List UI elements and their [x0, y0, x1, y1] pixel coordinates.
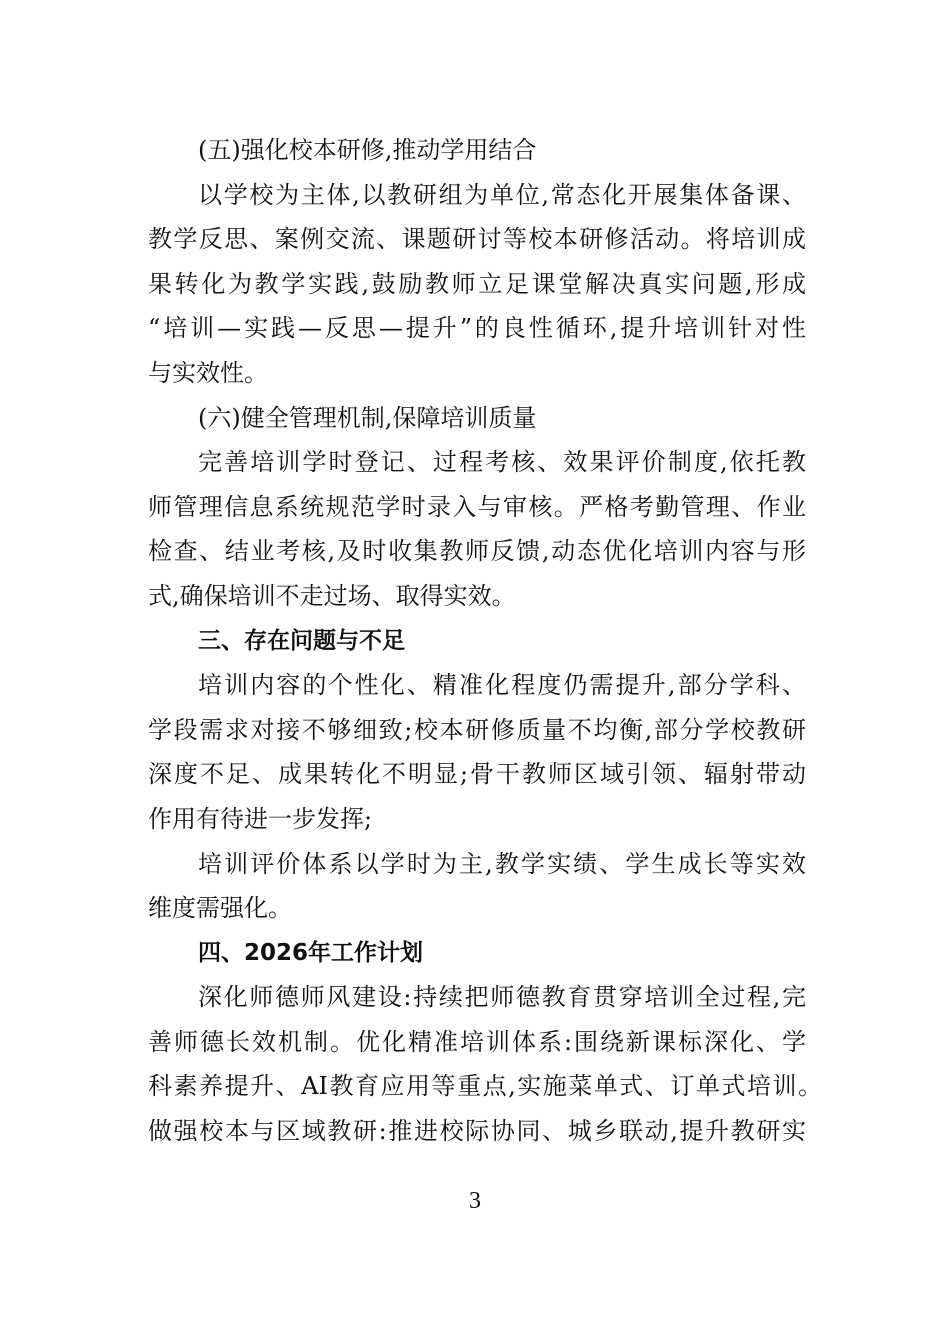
paragraph-line: “培训—实践—反思—提升”的良性循环,提升培训针对性 — [148, 314, 806, 343]
paragraph-line: 教学反思、案例交流、课题研讨等校本研修活动。将培训成 — [148, 225, 806, 254]
paragraph-line: 做强校本与区域教研:推进校际协同、城乡联动,提升教研实 — [148, 1117, 806, 1146]
paragraph-line: 完善培训学时登记、过程考核、效果评价制度,依托教 — [198, 448, 806, 477]
paragraph-line: 深化师德师风建设:持续把师德教育贯穿培训全过程,完 — [198, 983, 806, 1012]
paragraph-line: 深度不足、成果转化不明显;骨干教师区域引领、辐射带动 — [148, 760, 806, 789]
chapter-heading-4: 四、2026年工作计划 — [198, 939, 424, 966]
paragraph-line: 善师德长效机制。优化精准培训体系:围绕新课标深化、学 — [148, 1027, 806, 1056]
paragraph-line: 学段需求对接不够细致;校本研修质量不均衡,部分学校教研 — [148, 715, 806, 744]
paragraph-line: 师管理信息系统规范学时录入与审核。严格考勤管理、作业 — [148, 492, 806, 521]
paragraph-line: 培训评价体系以学时为主,教学实绩、学生成长等实效 — [198, 849, 806, 878]
chapter-heading-3: 三、存在问题与不足 — [198, 627, 405, 654]
section-heading-6: (六)健全管理机制,保障培训质量 — [198, 403, 537, 432]
paragraph-line: 作用有待进一步发挥; — [148, 804, 373, 833]
paragraph-line: 果转化为教学实践,鼓励教师立足课堂解决真实问题,形成 — [148, 269, 806, 298]
paragraph-line: 与实效性。 — [148, 358, 268, 387]
paragraph-line: 式,确保培训不走过场、取得实效。 — [148, 581, 516, 610]
page-number: 3 — [469, 1188, 481, 1214]
paragraph-line: 维度需强化。 — [148, 894, 292, 923]
paragraph-line: 检查、结业考核,及时收集教师反馈,动态优化培训内容与形 — [148, 537, 806, 566]
paragraph-line: 培训内容的个性化、精准化程度仍需提升,部分学科、 — [198, 671, 806, 700]
body-text — [148, 128, 822, 1154]
paragraph-line: 以学校为主体,以教研组为单位,常态化开展集体备课、 — [198, 180, 806, 209]
section-heading-5: (五)强化校本研修,推动学用结合 — [198, 136, 537, 164]
paragraph-line: 科素养提升、AI教育应用等重点,实施菜单式、订单式培训。 — [148, 1072, 822, 1101]
